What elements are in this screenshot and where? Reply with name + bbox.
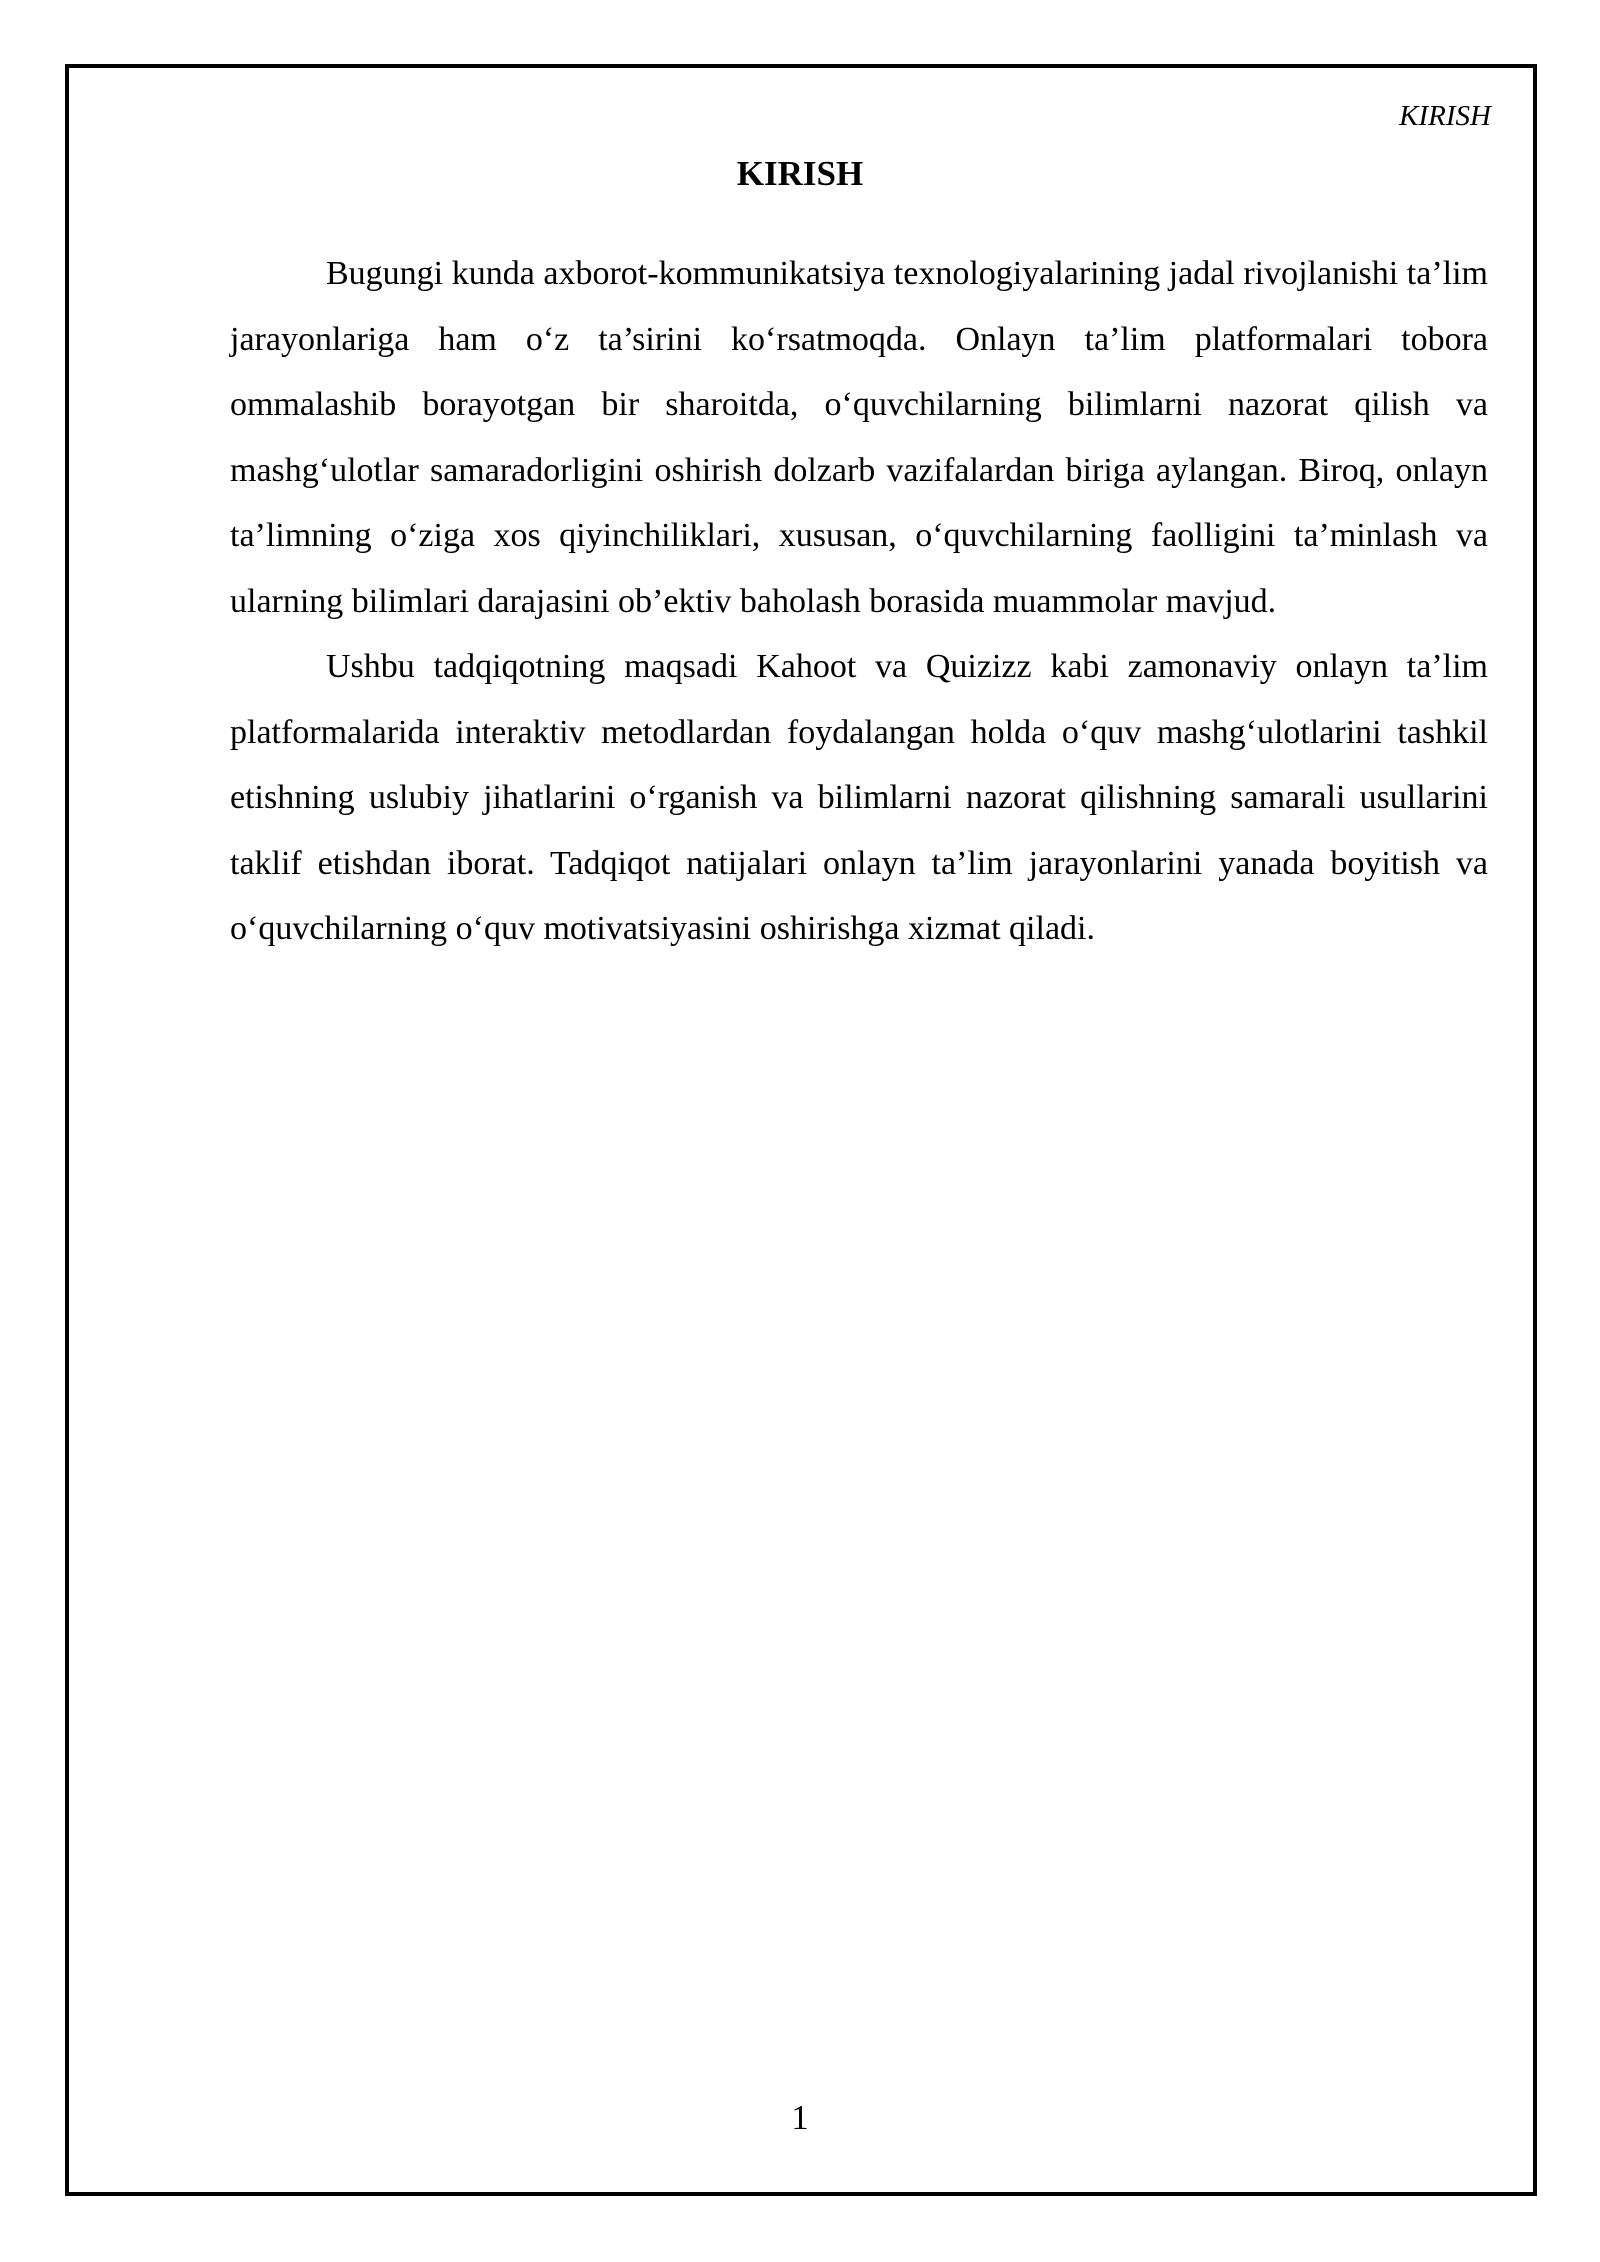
page-title: KIRISH bbox=[736, 154, 864, 193]
running-header: KIRISH bbox=[1399, 100, 1491, 132]
body-text bbox=[230, 241, 1488, 962]
page-number: 1 bbox=[791, 2098, 809, 2137]
paragraph-intro: Bugungi kunda axborot-kommunikatsiya texnologiyalarining jadal rivojlanishi ta’lim jarayonlariga ham o‘z ta’sirini ko‘rsatmoqda. Onlayn ta’lim platformalari tobora ommalashib borayotgan bir sharoitda, o‘quvchilarning bilimlarni nazorat qilish va mashg‘ulotlar samaradorligini oshirish dolzarb vazifalardan biriga aylangan. Biroq, onlayn ta’limning o‘ziga xos qiyinchiliklari, xususan, o‘quvchilarning faolligini ta’minlash va ularning bilimlari darajasini ob’ektiv baholash borasida muammolar mavjud. bbox=[230, 255, 1488, 620]
paragraph-purpose: Ushbu tadqiqotning maqsadi Kahoot va Quizizz kabi zamonaviy onlayn ta’lim platformalarida interaktiv metodlardan foydalangan holda o‘quv mashg‘ulotlarini tashkil etishning uslubiy jihatlarini o‘rganish va bilimlarni nazorat qilishning samarali usullarini taklif etishdan iborat. Tadqiqot natijalari onlayn ta’lim jarayonlarini yanada boyitish va o‘quvchilarning o‘quv motivatsiyasini oshirishga xizmat qiladi. bbox=[230, 648, 1488, 947]
